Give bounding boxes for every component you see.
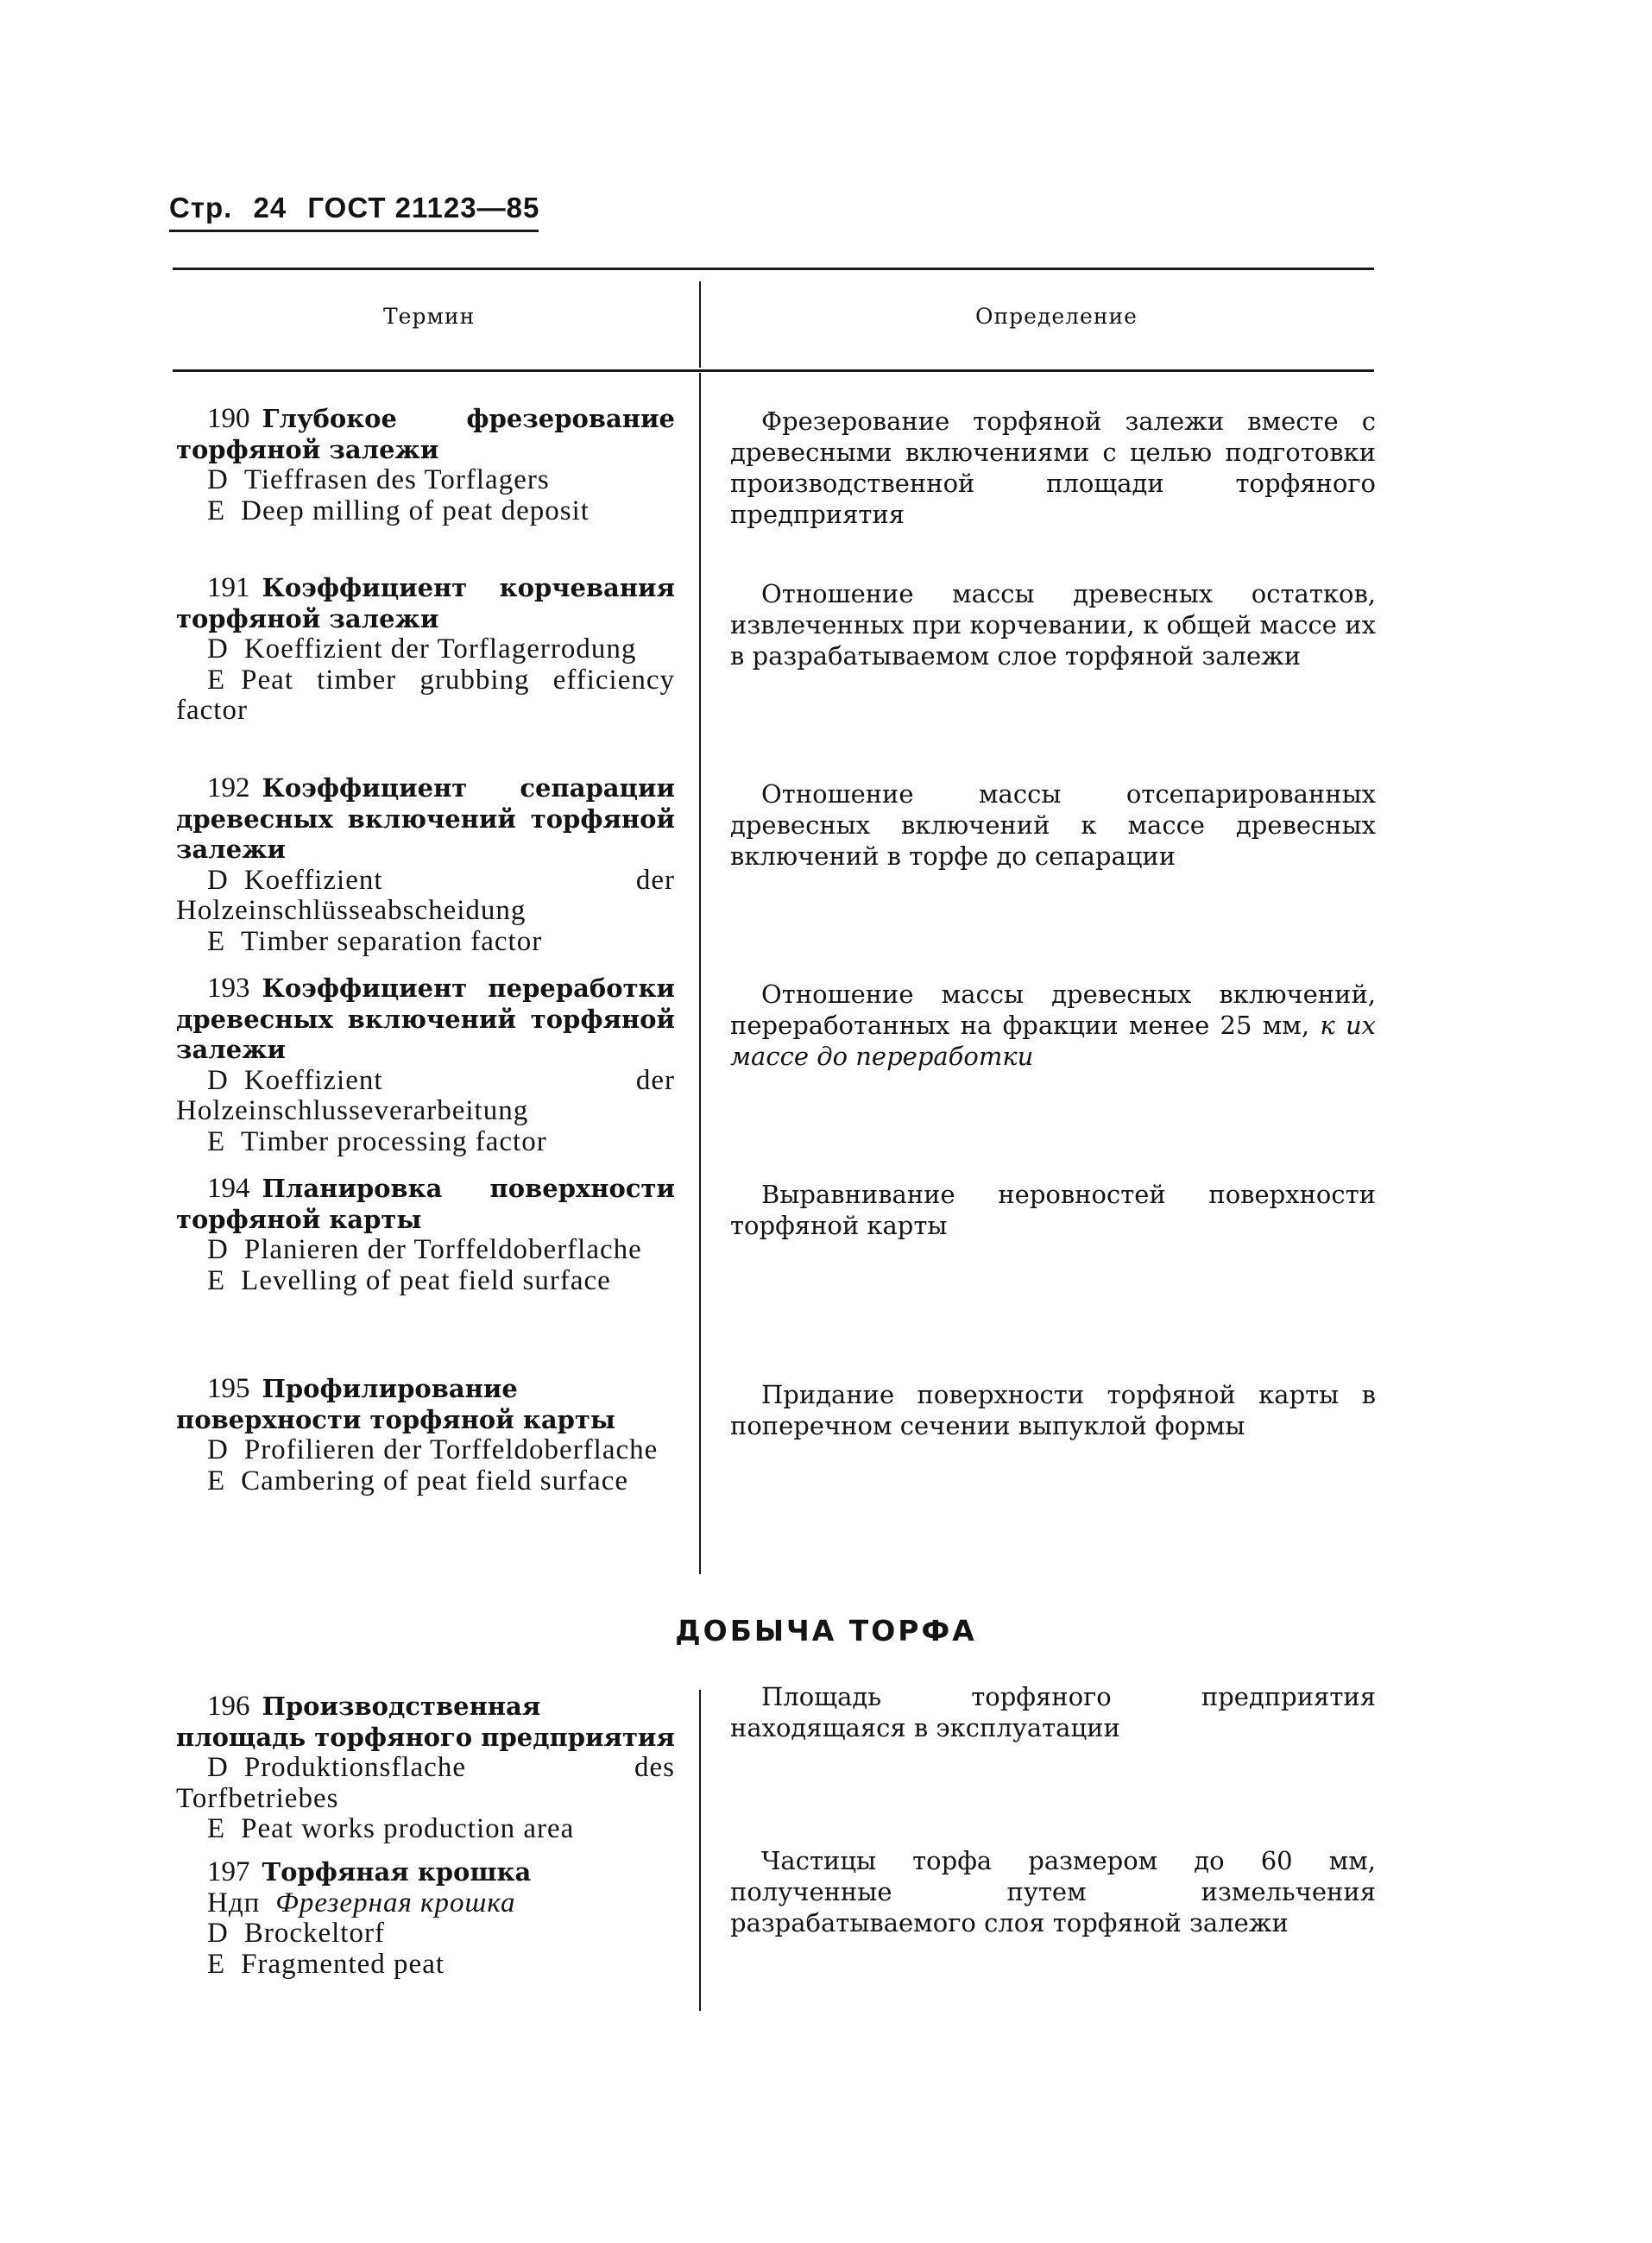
definition-text: Фрезерование торфяной залежи вместе с древесными включениями с целью подготовки производственной площади торфяного предприятия [730,406,1376,529]
page-label: Стр. [169,192,233,224]
lang-code: E [207,925,226,957]
term-number: 190 [207,403,250,434]
term-rejected-synonym: Ндп Фрезерная крошка [207,1887,516,1919]
term-title [176,1692,675,1753]
term-name: Планировка поверхности торфяной карты [176,1174,675,1234]
lang-code: E [207,1465,226,1496]
term-german: D Profilieren der Torffeldoberflache [207,1434,659,1465]
lang-code: E [207,1948,226,1980]
term-entry [176,404,675,526]
term-english: E Peat timber grubbing efficiency factor [176,664,675,726]
term-name: Коэффициент сепарации древесных включений торфяной залежи [176,773,675,864]
term-number: 192 [207,772,250,803]
lang-code: E [207,664,226,696]
definition-text: Выравнивание неровностей поверхности торфяной карты [730,1180,1376,1240]
header-underline [169,230,539,232]
column-divider-lower [699,1690,701,2011]
definition-italic-tail: к их массе до переработки [730,1011,1376,1071]
lang-code: E [207,495,226,526]
term-number: 194 [207,1173,250,1204]
definition-text: Частицы торфа размером до 60 мм, полученные путем измельчения разрабатываемого слоя торфяной залежи [730,1846,1376,1937]
column-heading-definition: Определение [975,304,1138,329]
term-entry [176,1857,675,1980]
term-entry [176,1692,675,1845]
term-title [176,773,675,866]
term-number: 195 [207,1373,250,1404]
table-top-rule [173,268,1374,270]
lang-code: D [207,1434,229,1465]
definition-text: Отношение массы древесных включений, переработанных на фракции менее 25 мм, к их массе до переработки [730,980,1376,1071]
lang-code: D [207,464,229,495]
term-entry [176,1374,675,1496]
lang-code: E [207,1264,226,1296]
section-title: ДОБЫЧА ТОРФА [675,1614,977,1648]
definition-text: Отношение массы древесных остатков, извлеченных при корчевании, к общей массе их в разрабатываемом слое торфяной залежи [730,579,1376,671]
term-german: D Produktionsflache des Torfbetriebes [176,1752,675,1814]
term-name: Коэффициент корчевания торфяной залежи [176,573,675,633]
column-divider [699,373,701,1574]
term-german: D Tieffrasen des Torflagers [207,464,550,495]
lang-code: D [207,1234,229,1265]
term-entry [176,1174,675,1296]
term-english: E Deep milling of peat deposit [207,495,590,526]
lang-code: D [207,1752,229,1783]
term-name: Коэффициент переработки древесных включений торфяной залежи [176,973,675,1064]
term-name: Глубокое фрезерование торфяной залежи [176,404,675,464]
lang-code: E [207,1813,226,1844]
term-title [176,404,675,465]
lang-code: D [207,1064,229,1096]
term-title [176,1174,675,1235]
term-english: E Fragmented peat [207,1948,445,1980]
definition-text: Придание поверхности торфяной карты в поперечном сечении выпуклой формы [730,1380,1376,1440]
term-number: 197 [207,1856,250,1887]
definition-text: Отношение массы отсепарированных древесных включений к массе древесных включений в торфе до сепарации [730,779,1376,871]
ndp-label: Ндп [207,1887,261,1919]
definition-text: Площадь торфяного предприятия находящаяся в эксплуатации [730,1682,1376,1742]
term-title [176,973,675,1066]
lang-code: D [207,1918,229,1949]
term-english: E Peat works production area [207,1813,575,1844]
lang-code: E [207,1125,226,1157]
term-number: 196 [207,1691,250,1722]
term-name: Торфяная крошка [262,1857,532,1887]
column-heading-term: Термин [383,304,476,329]
lang-code: D [207,864,229,896]
term-entry [176,573,675,727]
term-title [176,1374,675,1435]
term-english: E Timber separation factor [207,925,543,957]
term-entry [176,773,675,957]
term-name: Производственная площадь торфяного предприятия [176,1692,675,1752]
standard-designation: ГОСТ 21123—85 [307,192,540,224]
table-header-rule [173,369,1374,372]
term-german: D Brockeltorf [207,1918,385,1949]
term-number: 193 [207,973,250,1004]
header-column-divider [699,281,701,368]
term-german: D Koeffizient der Holzeinschlüsseabscheidung [176,864,675,926]
term-title [176,573,675,634]
page-number: 24 [253,192,287,224]
lang-code: D [207,633,229,665]
page-header [169,192,552,224]
term-german: D Planieren der Torffeldoberflache [207,1234,642,1265]
term-english: E Timber processing factor [207,1125,547,1157]
term-german: D Koeffizient der Torflagerrodung [207,633,637,665]
term-name: Профилирование поверхности торфяной карты [176,1374,615,1434]
term-entry [176,973,675,1157]
term-german: D Koeffizient der Holzeinschlusseverarbeitung [176,1064,675,1126]
term-title [176,1857,675,1888]
term-english: E Cambering of peat field surface [207,1465,628,1496]
term-number: 191 [207,572,250,603]
term-english: E Levelling of peat field surface [207,1264,611,1296]
